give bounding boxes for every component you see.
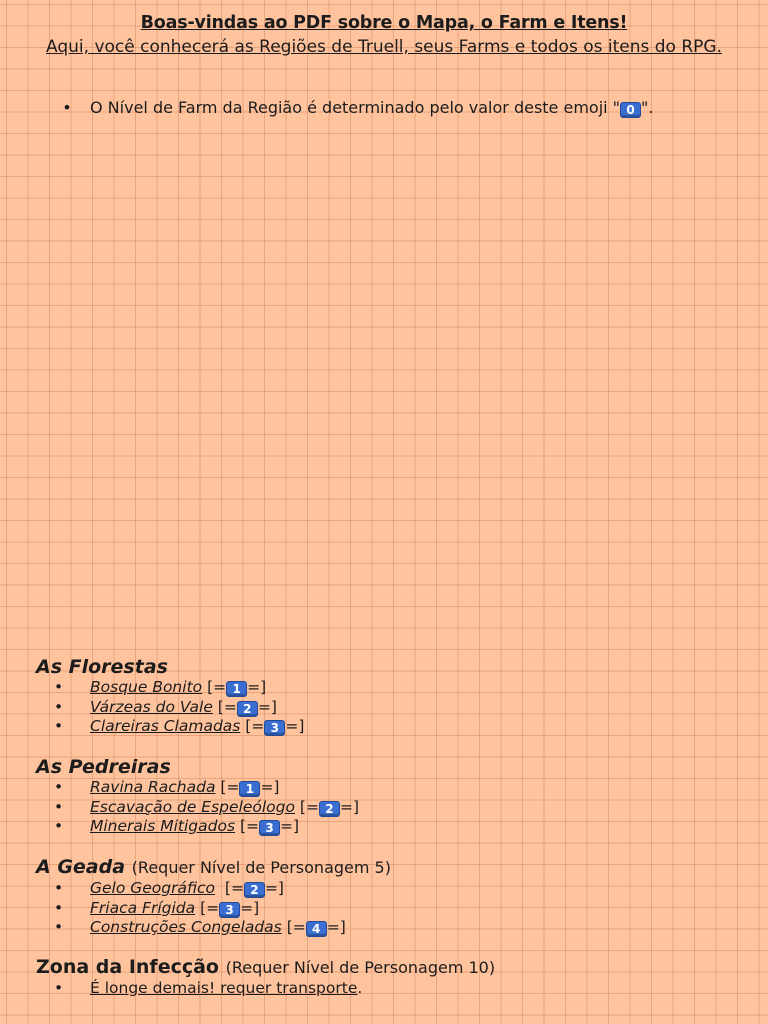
bullet-icon: • bbox=[54, 778, 64, 796]
bracket-open: [= bbox=[200, 898, 220, 917]
list-item bbox=[54, 798, 736, 818]
keycap-2-icon: 2 bbox=[319, 801, 340, 817]
region-link[interactable]: Construções Congeladas bbox=[90, 918, 282, 936]
bullet-icon: • bbox=[54, 797, 64, 816]
region-link[interactable]: Clareiras Clamadas bbox=[90, 717, 241, 735]
section-florestas bbox=[36, 656, 736, 737]
region-link[interactable]: Friaca Frígida bbox=[90, 898, 196, 917]
keycap-4-icon: 4 bbox=[306, 921, 327, 937]
bullet-icon: • bbox=[62, 98, 72, 117]
bracket-close: =] bbox=[257, 697, 277, 716]
section-requirement: (Requer Nível de Personagem 5) bbox=[131, 858, 391, 877]
list-item bbox=[54, 879, 736, 899]
bracket-open: [= bbox=[239, 817, 260, 835]
bracket-open: [= bbox=[224, 879, 244, 897]
section-requirement: (Requer Nível de Personagem 10) bbox=[225, 958, 496, 977]
section-geada bbox=[36, 856, 736, 938]
bullet-icon: • bbox=[54, 979, 64, 997]
bracket-open: [= bbox=[207, 678, 227, 696]
bracket-open: [= bbox=[217, 697, 237, 716]
item-suffix: . bbox=[357, 979, 363, 997]
bracket-close: =] bbox=[326, 918, 346, 936]
section-zona-infeccao bbox=[36, 956, 736, 999]
keycap-3-icon: 3 bbox=[219, 902, 240, 918]
section-pedreiras bbox=[36, 756, 736, 837]
bullet-icon: • bbox=[54, 918, 64, 936]
list-item bbox=[54, 778, 736, 798]
keycap-3-icon: 3 bbox=[259, 820, 280, 836]
bracket-close: =] bbox=[240, 898, 260, 917]
region-link[interactable]: Escavação de Espeleólogo bbox=[90, 797, 295, 816]
intro-text-end: ". bbox=[641, 98, 654, 117]
section-heading: As Pedreiras bbox=[36, 756, 171, 778]
bracket-close: =] bbox=[285, 717, 305, 735]
bullet-icon: • bbox=[54, 879, 64, 897]
list-item bbox=[54, 698, 736, 718]
list-item bbox=[54, 899, 736, 919]
list-item bbox=[54, 678, 736, 698]
section-heading bbox=[36, 956, 736, 979]
bracket-close: =] bbox=[260, 778, 280, 796]
bracket-open: [= bbox=[245, 717, 265, 735]
intro-text: O Nível de Farm da Região é determinado pelo valor deste emoji " bbox=[90, 98, 621, 117]
region-link[interactable]: Bosque Bonito bbox=[90, 678, 203, 696]
list-item bbox=[54, 918, 736, 938]
bracket-close: =] bbox=[280, 817, 300, 835]
section-heading bbox=[36, 856, 736, 879]
bullet-icon: • bbox=[54, 697, 64, 716]
bracket-close: =] bbox=[247, 678, 267, 696]
keycap-2-icon: 2 bbox=[244, 882, 265, 898]
bracket-open: [= bbox=[299, 797, 319, 816]
bracket-open: [= bbox=[220, 778, 240, 796]
bracket-close: =] bbox=[339, 797, 360, 816]
intro-bullet bbox=[60, 98, 740, 118]
bullet-icon: • bbox=[54, 817, 64, 835]
bullet-icon: • bbox=[54, 717, 64, 735]
section-heading-text: Zona da Infecção bbox=[36, 956, 219, 978]
region-link[interactable]: Gelo Geográfico bbox=[90, 879, 216, 897]
page-title: Boas-vindas ao PDF sobre o Mapa, o Farm e Itens! bbox=[140, 13, 628, 33]
bullet-icon: • bbox=[54, 678, 64, 696]
list-item bbox=[54, 979, 736, 999]
keycap-2-icon: 2 bbox=[237, 701, 258, 717]
transport-link[interactable]: É longe demais! requer transporte bbox=[90, 979, 358, 997]
list-item bbox=[54, 717, 736, 737]
keycap-3-icon: 3 bbox=[264, 720, 285, 736]
bracket-open: [= bbox=[286, 918, 306, 936]
section-heading: As Florestas bbox=[36, 656, 168, 678]
list-item bbox=[54, 817, 736, 837]
page-subtitle: Aqui, você conhecerá as Regiões de Truell, seus Farms e todos os itens do RPG. bbox=[46, 37, 722, 57]
keycap-1-icon: 1 bbox=[226, 681, 247, 697]
bullet-icon: • bbox=[54, 898, 64, 917]
region-link[interactable]: Ravina Rachada bbox=[90, 778, 216, 796]
keycap-zero-icon: 0 bbox=[620, 102, 641, 118]
section-heading-text: A Geada bbox=[36, 856, 126, 878]
region-link[interactable]: Várzeas do Vale bbox=[90, 697, 213, 716]
bracket-close: =] bbox=[264, 879, 284, 897]
region-link[interactable]: Minerais Mitigados bbox=[90, 817, 236, 835]
keycap-1-icon: 1 bbox=[239, 781, 260, 797]
